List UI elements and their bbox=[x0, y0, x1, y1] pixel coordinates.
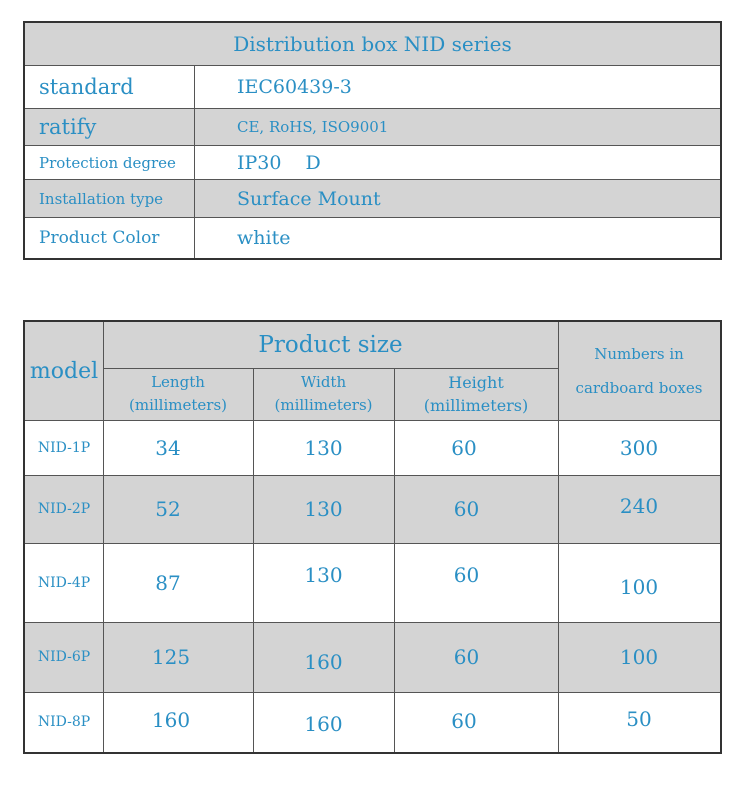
spec-label-color: Product Color bbox=[25, 218, 195, 258]
spec-label-ratify: ratify bbox=[25, 109, 195, 145]
spec-value-color: white bbox=[237, 227, 291, 249]
header-model: model bbox=[29, 358, 99, 384]
protection-value: IP30 bbox=[237, 151, 282, 174]
cell-height: 60 bbox=[453, 645, 480, 669]
header-boxes bbox=[558, 322, 720, 420]
cell-height: 60 bbox=[453, 563, 480, 587]
cell-length: 87 bbox=[155, 570, 181, 595]
cell-model: NID-6P bbox=[37, 649, 91, 665]
spec-value-standard: IEC60439-3 bbox=[237, 76, 352, 98]
header-height-line1: Height bbox=[448, 373, 504, 392]
spec-value-protection bbox=[195, 146, 720, 179]
cell-model: NID-8P bbox=[37, 714, 91, 730]
cell-model: NID-4P bbox=[37, 574, 91, 591]
cell-length: 125 bbox=[151, 645, 191, 669]
spec-row-protection bbox=[25, 145, 720, 179]
cell-height: 60 bbox=[451, 435, 477, 460]
spec-row-ratify bbox=[25, 108, 720, 145]
header-length-line2: (millimeters) bbox=[129, 396, 227, 414]
cell-width: 130 bbox=[304, 497, 343, 521]
header-boxes-line1: Numbers in bbox=[594, 345, 684, 363]
header-height-line2: (millimeters) bbox=[423, 396, 529, 415]
spec-row-installation bbox=[25, 179, 720, 217]
spec-value-ratify: CE, RoHS, ISO9001 bbox=[237, 118, 389, 136]
header-length bbox=[103, 368, 253, 420]
size-table bbox=[23, 320, 722, 754]
spec-label-protection: Protection degree bbox=[25, 146, 195, 179]
cell-width: 130 bbox=[304, 435, 343, 460]
cell-model: NID-2P bbox=[37, 501, 91, 517]
cell-length: 52 bbox=[155, 497, 181, 521]
header-width-line2: (millimeters) bbox=[274, 396, 373, 414]
cell-width: 130 bbox=[304, 563, 343, 587]
spec-label-installation: Installation type bbox=[25, 180, 195, 217]
header-width-line1: Width bbox=[300, 373, 347, 391]
cell-boxes: 100 bbox=[619, 575, 659, 599]
cell-boxes: 100 bbox=[619, 645, 659, 669]
cell-height: 60 bbox=[451, 709, 477, 733]
header-boxes-line2: cardboard boxes bbox=[575, 379, 703, 397]
spec-title: Distribution box NID series bbox=[233, 32, 512, 56]
spec-value-installation: Surface Mount bbox=[237, 187, 381, 210]
spec-row-color bbox=[25, 217, 720, 258]
cell-length: 34 bbox=[155, 435, 181, 460]
cell-boxes: 240 bbox=[619, 494, 659, 518]
cell-model: NID-1P bbox=[37, 439, 91, 456]
cell-width: 160 bbox=[304, 712, 343, 736]
header-length-line1: Length bbox=[151, 373, 205, 391]
header-product-size: Product size bbox=[258, 332, 403, 358]
cell-height: 60 bbox=[453, 497, 480, 521]
spec-label-standard: standard bbox=[25, 66, 195, 108]
cell-width: 160 bbox=[304, 650, 343, 674]
spec-title-row bbox=[25, 23, 720, 65]
cell-length: 160 bbox=[151, 708, 191, 732]
protection-extra: D bbox=[305, 151, 321, 174]
header-height bbox=[394, 368, 558, 420]
cell-boxes: 300 bbox=[619, 435, 659, 460]
spec-row-standard bbox=[25, 65, 720, 108]
cell-boxes: 50 bbox=[626, 707, 652, 731]
header-width bbox=[253, 368, 394, 420]
spec-table bbox=[23, 21, 722, 260]
